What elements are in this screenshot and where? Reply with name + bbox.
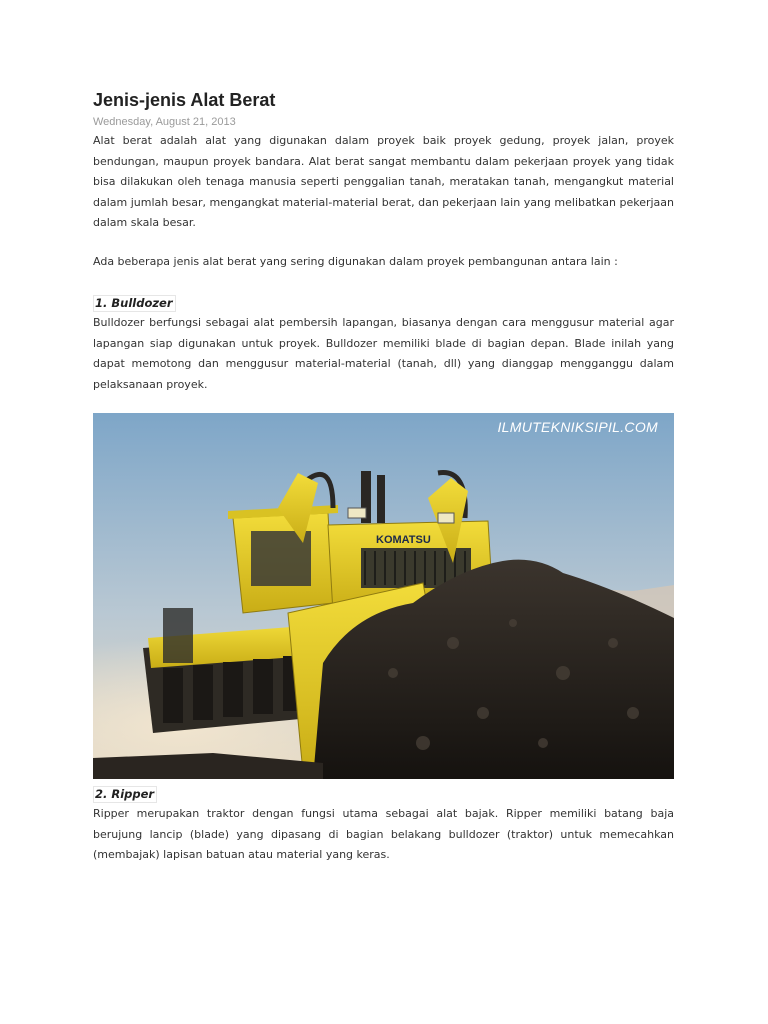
- post-title[interactable]: Jenis-jenis Alat Berat: [93, 90, 276, 110]
- post-date: Wednesday, August 21, 2013: [93, 116, 236, 128]
- lead-paragraph: Ada beberapa jenis alat berat yang sering digunakan dalam proyek pembangunan antara lain :: [93, 254, 618, 268]
- section-text-bulldozer: Bulldozer berfungsi sebagai alat pembersih lapangan, biasanya dengan cara menggusur material agar lapangan siap digunakan untuk proyek. Bulldozer memiliki blade di bagian depan. Blade inilah yang dapat memotong dan menggusur material-material (tanah, dll) yang dianggap mengganggu dalam pelaksanaan proyek.: [93, 316, 674, 391]
- bulldozer-illustration: [93, 413, 674, 779]
- section-text-ripper: Ripper merupakan traktor dengan fungsi utama sebagai alat bajak. Ripper memiliki batang baja berujung lancip (blade) yang dipasang di bagian belakang bulldozer (traktor) untuk memecahkan (membajak) lapisan batuan atau material yang keras.: [93, 807, 674, 861]
- intro-paragraph: Alat berat adalah alat yang digunakan dalam proyek baik proyek gedung, proyek jalan, proyek bendungan, maupun proyek bandara. Alat berat sangat membantu dalam pekerjaan proyek yang tidak bisa dilakukan oleh tenaga manusia seperti penggalian tanah, meratakan tanah, mengangkut material dalam jumlah besar, mengangkat material-material berat, dan pekerjaan lain yang melibatkan pekerjaan dalam skala besar.: [93, 134, 674, 229]
- brand-logo: KOMATSU: [376, 534, 431, 546]
- section-heading-bulldozer: 1. Bulldozer: [93, 295, 176, 312]
- bulldozer-photo: [93, 413, 674, 779]
- photo-watermark: ILMUTEKNIKSIPIL.COM: [497, 419, 658, 435]
- article: [93, 88, 674, 866]
- section-heading-ripper: 2. Ripper: [93, 786, 157, 803]
